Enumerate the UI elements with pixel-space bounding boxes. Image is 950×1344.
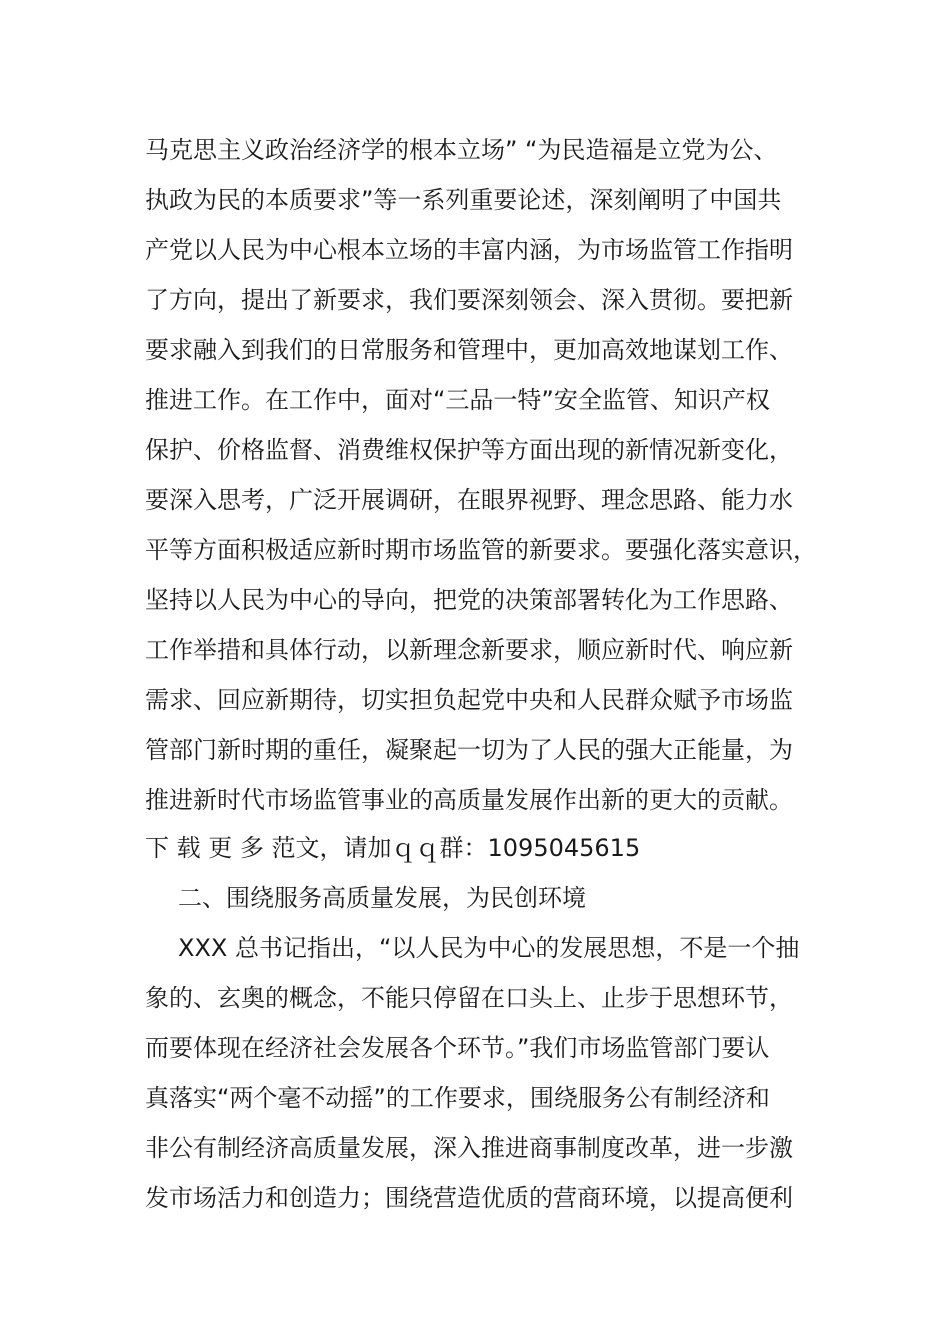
text-line: 平等方面积极适应新时期市场监管的新要求。要强化落实意识，	[145, 536, 817, 564]
text-line: 推进工作。在工作中，面对“三品一特”安全监管、知识产权	[145, 386, 770, 414]
text-line: 真落实“两个毫不动摇”的工作要求，围绕服务公有制经济和	[145, 1084, 770, 1112]
download-notice: 下 载 更 多 范文，请加ｑｑ群：1095045615	[145, 834, 641, 862]
text-line: 坚持以人民为中心的导向，把党的决策部署转化为工作思路、	[145, 586, 793, 614]
text-line: 发市场活力和创造力；围绕营造优质的营商环境，以提高便利	[145, 1184, 793, 1212]
text-line: 产党以人民为中心根本立场的丰富内涵，为市场监管工作指明	[145, 236, 793, 264]
text-line: 马克思主义政治经济学的根本立场” “为民造福是立党为公、	[145, 136, 778, 164]
text-line: 非公有制经济高质量发展，深入推进商事制度改革，进一步激	[145, 1134, 793, 1162]
section-heading: 二、围绕服务高质量发展，为民创环境	[178, 884, 586, 912]
text-line: 需求、回应新期待，切实担负起党中央和人民群众赋予市场监	[145, 686, 793, 714]
text-line: 管部门新时期的重任，凝聚起一切为了人民的强大正能量，为	[145, 736, 793, 764]
text-line: 工作举措和具体行动，以新理念新要求，顺应新时代、响应新	[145, 636, 793, 664]
text-line: 象的、玄奥的概念，不能只停留在口头上、止步于思想环节，	[145, 984, 793, 1012]
text-line: 要深入思考，广泛开展调研，在眼界视野、理念思路、能力水	[145, 486, 793, 514]
text-line: XXX 总书记指出，“以人民为中心的发展思想，不是一个抽	[178, 934, 800, 962]
text-line: 要求融入到我们的日常服务和管理中，更加高效地谋划工作、	[145, 336, 793, 364]
text-line: 而要体现在经济社会发展各个环节。”我们市场监管部门要认	[145, 1034, 770, 1062]
text-line: 执政为民的本质要求”等一系列重要论述，深刻阐明了中国共	[145, 186, 782, 214]
text-line: 保护、价格监督、消费维权保护等方面出现的新情况新变化，	[145, 436, 793, 464]
text-line: 了方向，提出了新要求，我们要深刻领会、深入贯彻。要把新	[145, 286, 793, 314]
text-line: 推进新时代市场监管事业的高质量发展作出新的更大的贡献。	[145, 786, 793, 814]
